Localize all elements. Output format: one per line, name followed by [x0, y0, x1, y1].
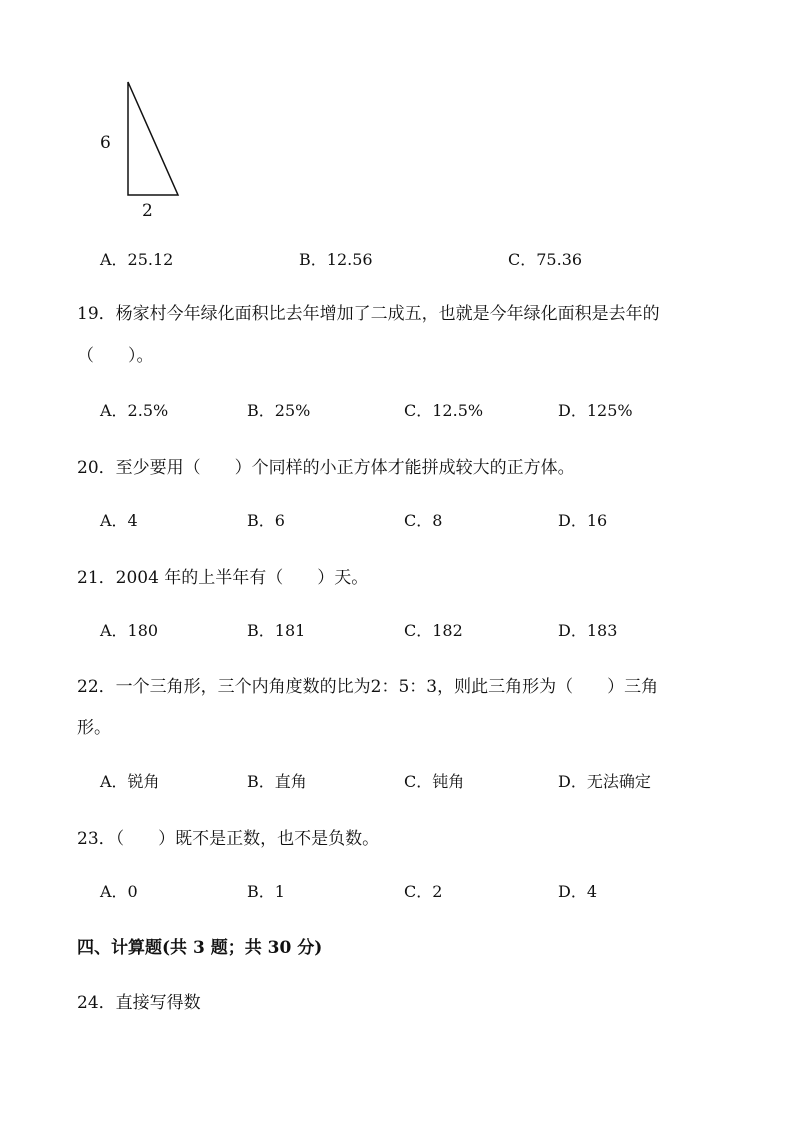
q19-option-d: D．125%: [558, 401, 633, 420]
q22-stem-line2: 形。: [77, 718, 111, 738]
q23-option-c: C．2: [404, 882, 443, 901]
q19-stem-line1: 19．杨家村今年绿化面积比去年增加了二成五，也就是今年绿化面积是去年的: [77, 304, 660, 324]
q19-option-c: C．12.5%: [404, 401, 484, 420]
q20-option-b: B．6: [247, 511, 285, 530]
q18-option-a: A．25.12: [100, 250, 174, 269]
q18-option-c: C．75.36: [508, 250, 583, 269]
q21-stem: 21．2004 年的上半年有（ ）天。: [77, 568, 369, 588]
right-triangle-figure: [95, 76, 195, 221]
q23-stem: 23．（ ）既不是正数，也不是负数。: [77, 829, 380, 849]
triangle-shape: [128, 82, 178, 195]
q22-option-a: A．锐角: [100, 772, 160, 791]
q24-stem: 24．直接写得数: [77, 993, 201, 1013]
q21-option-a: A．180: [100, 621, 159, 640]
height-label: 6: [100, 133, 111, 153]
q22-option-b: B．直角: [247, 772, 307, 791]
q18-option-b: B．12.56: [299, 250, 373, 269]
q21-option-c: C．182: [404, 621, 463, 640]
q19-option-b: B．25%: [247, 401, 311, 420]
q22-option-c: C．钝角: [404, 772, 465, 791]
q21-option-b: B．181: [247, 621, 306, 640]
q19-option-a: A．2.5%: [100, 401, 169, 420]
q23-option-d: D．4: [558, 882, 598, 901]
q23-option-b: B．1: [247, 882, 285, 901]
base-label: 2: [142, 201, 153, 221]
q20-option-a: A．4: [100, 511, 138, 530]
q20-option-c: C．8: [404, 511, 443, 530]
q23-option-a: A．0: [100, 882, 138, 901]
section-heading: 四、计算题(共 3 题；共 30 分): [77, 938, 323, 958]
q19-stem-line2: （ ）。: [77, 346, 154, 366]
q21-option-d: D．183: [558, 621, 618, 640]
q22-stem-line1: 22．一个三角形，三个内角度数的比为2：5：3，则此三角形为（ ）三角: [77, 677, 659, 697]
q22-option-d: D．无法确定: [558, 772, 651, 791]
q20-option-d: D．16: [558, 511, 608, 530]
q20-stem: 20．至少要用（ ）个同样的小正方体才能拼成较大的正方体。: [77, 458, 575, 478]
